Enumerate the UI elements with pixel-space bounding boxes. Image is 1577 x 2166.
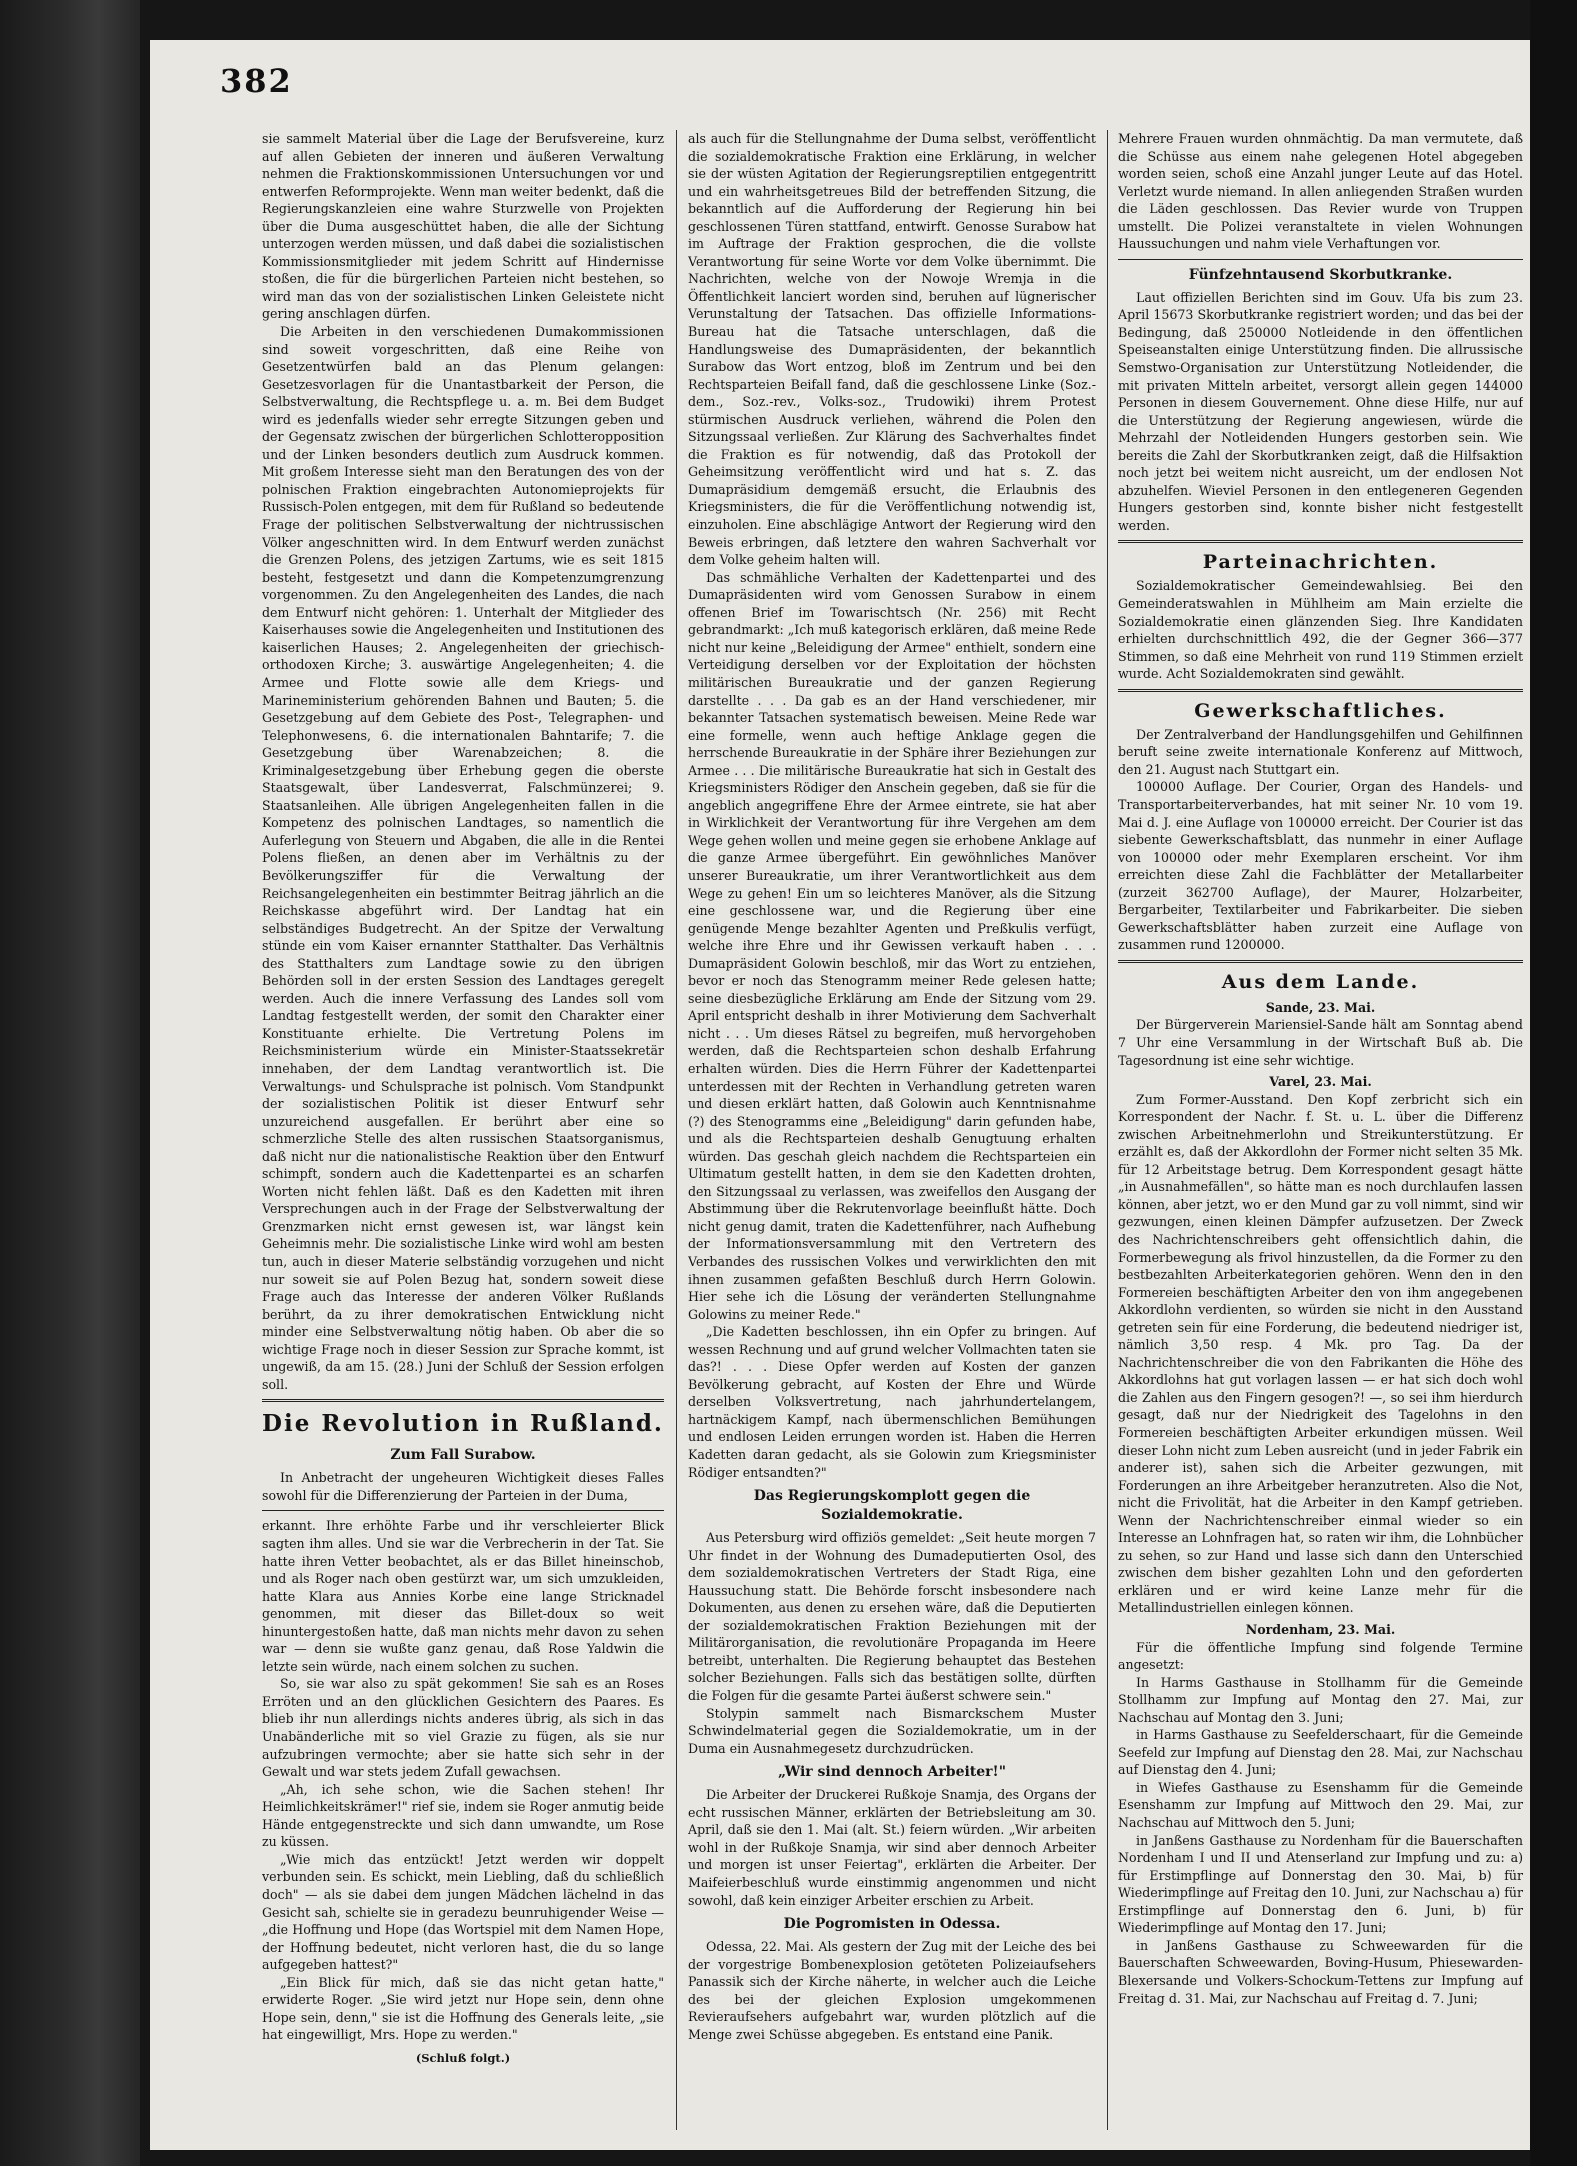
- feuilleton-divider: [262, 1510, 664, 1511]
- paragraph: Die Arbeiter der Druckerei Rußkoje Snamja, des Organs der echt russischen Männer, erklärten der Betriebsleitung am 30. April, daß sie den 1. Mai (alt. St.) feiern würden. „Wir arbeiten wohl in der Rußkoje Snamja, wir sind aber dennoch Arbeiter und morgen ist unser Feiertag", erklärten die Arbeiter. Der Maifeierbeschluß wurde einstimmig angenommen und nicht sowohl, daß kein einziger Arbeiter erschien zu Arbeit.: [688, 1787, 1096, 1908]
- column-rule: [676, 130, 677, 2130]
- paragraph: Das schmähliche Verhalten der Kadettenpartei und des Dumapräsidenten wird vom Genossen Surabow in einem offenen Brief im Towarischtsch (Nr. 256) mit Recht gebrandmarkt: „Ich muß kategorisch erklären, daß meine Rede nicht nur keine „Beleidigung der Armee" enthielt, sondern eine Verteidigung derselben vor der Exploitation der höchsten militärischen Bureaukratie und der ganzen Regierung darstellte . . . Da gab es an der Hand verschiedener, mir bekannter Tatsachen systematisch beweisen. Meine Rede war eine formelle, wenn auch heftige Anklage gegen die herrschende Bureaukratie in der Sphäre ihrer Beziehungen zur Armee . . . Die militärische Bureaukratie hat sich in Gestalt des Kriegsministers Rödiger den Anschein gegeben, daß sie für die angeblich angegriffene Ehre der Armee eintrete, sie hat aber in Wirklichkeit der Verantwortung für ihre Vergehen am dem Wege gehen wollen und meine gegen sie erhobene Anklage auf die ganze Armee übergeführt. Ein gewöhnliches Manöver unserer Bureaukratie, um ihrer Verantwortlichkeit aus dem Wege zu gehen! Ein um so leichteres Manöver, als die Sitzung eine geschlossene war, und die Regierung über eine genügende Menge bezahlter Agenten und Preßkulis verfügt, welche ihre Ehre und ihr Gewissen verkauft haben . . . Dumapräsident Golowin beschloß, mir das Wort zu entziehen, bevor er noch das Stenogramm meiner Rede gelesen hatte; seine diesbezügliche Erklärung am Ende der Sitzung vom 29. April entspricht deshalb in ihrer Motivierung dem Sachverhalt nicht . . . Um dieses Rätsel zu begreifen, muß hervorgehoben werden, daß die Rechtsparteien schon deshalb Erfahrung erhalten würden. Dies die Herrn Führer der Kadettenpartei unterdessen mit der Rechten in Verhandlung getreten waren und diesen erklärt hatten, daß Golowin auch Kenntnisnahme (?) des Stenogramms eine „Beleidigung" darin gefunden habe, und als die Rechtsparteien deshalb Genugtuung erhalten würden. Das geschah gleich nachdem die Rechtsparteien ein Ultimatum gestellt hatten, in dem sie den Kadetten drohten, den Sitzungssaal zu verlassen, was zweifellos den Ausgang der Abstimmung über die Rekrutenvorlage beeinflußt hätte. Doch nicht genug damit, traten die Kadettenführer, nach Aufhebung der Informationsversammlung mit den Vertretern des Verbandes des russischen Volkes und verwirklichten den mit ihnen zusammen gefaßten Beschluß durch Herrn Golowin. Hier sehe ich die Lösung der veränderten Stellungnahme Golowins zu meiner Rede.": [688, 569, 1096, 1322]
- section-heading: Parteinachrichten.: [1202, 551, 1439, 574]
- dateline: Varel, 23. Mai.: [1269, 1074, 1372, 1090]
- article-subhead: Zum Fall Surabow.: [390, 1447, 536, 1464]
- column-2: [688, 130, 1096, 2130]
- feuilleton-paragraph: „Wie mich das entzückt! Jetzt werden wir doppelt verbunden sein. Es schickt, mein Liebling, daß du schließlich doch" — als sie dabei dem jungen Mädchen lächelnd in das Gesicht sah, schielte sie in geradezu beunruhigender Weise — „die Hoffnung und Hope (das Wortspiel mit dem Namen Hope, der Hoffnung bedeutet, nicht verloren hast, die du so lange aufgegeben hattest?": [262, 1851, 664, 1973]
- paragraph: Aus Petersburg wird offiziös gemeldet: „Seit heute morgen 7 Uhr findet in der Wohnung des Dumadeputierten Osol, des dem sozialdemokratischen Vertreters der Stadt Riga, eine Haussuchung statt. Die Behörde forscht insbesondere nach Dokumenten, aus denen zu ersehen wäre, daß die Deputierten der sozialdemokratischen Fraktion Beziehungen mit der Militärorganisation, die revolutionäre Propaganda im Heere betreibt, unterhalten. Die Regierung behauptet das Bestehen solcher Beziehungen. Falls sich das bestätigen sollte, dürften die Folgen für die gesamte Partei äußerst schwere sein.": [688, 1530, 1096, 1704]
- feuilleton-paragraph: „Ah, ich sehe schon, wie die Sachen stehen! Ihr Heimlichkeitskrämer!" rief sie, indem sie Roger anmutig beide Hände entgegenstreckte und sich dann umwandte, um Rose zu küssen.: [262, 1781, 664, 1850]
- section-heading: Gewerkschaftliches.: [1194, 699, 1447, 722]
- feuilleton-paragraph: „Ein Blick für mich, daß sie das nicht getan hatte," erwiderte Roger. „Sie wird jetzt nur Hope sein, denn ohne Hope sein, denn," sie ist die Hoffnung des Generals leite, „sie hat eingewilligt, Mrs. Hope zu werden.": [262, 1974, 664, 2043]
- dateline: Nordenham, 23. Mai.: [1245, 1622, 1396, 1638]
- feuilleton-paragraph: So, sie war also zu spät gekommen! Sie sah es an Roses Erröten und an den glücklichen Gesichtern des Paares. Es blieb ihr nun allerdings nichts anderes übrig, als sich in das Unabänderliche mit so viel Grazie zu fügen, als sie nur aufzubringen vermochte; aber sie hatte sich sehr in der Gewalt und war stets jedem Zufall gewachsen.: [262, 1676, 664, 1780]
- paragraph: In Anbetracht der ungeheuren Wichtigkeit dieses Falles sowohl für die Differenzierung der Parteien in der Duma,: [262, 1470, 664, 1503]
- column-3: [1118, 130, 1523, 2130]
- article-headline: Die Revolution in Rußland.: [262, 1410, 664, 1438]
- paragraph: Laut offiziellen Berichten sind im Gouv. Ufa bis zum 23. April 15673 Skorbutkranke registriert worden; und das bei der Bedingung, daß 250000 Notleidende in den öffentlichen Speiseanstalten einige Unterstützung finden. Die allrussische Semstwo-Organisation zur Unterstützung Notleidender, die mit privaten Mitteln arbeitet, versorgt allein gegen 144000 Personen in diesem Gouvernement. Ohne diese Hilfe, nur auf die Unterstützung der Regierung angewiesen, würde die Mehrzahl der Notleidenden Hungers gestorben sein. Wie bereits die Zahl der Skorbutkranken zeigt, daß die Hilfsaktion noch jetzt bei weitem nicht ausreicht, um der endlosen Not abzuhelfen. Wieviel Personen in den entlegeneren Gegenden Hungers gestorben sind, konnte bisher nicht festgestellt werden.: [1118, 289, 1523, 533]
- section-divider: [1118, 259, 1523, 260]
- dateline: Sande, 23. Mai.: [1265, 999, 1376, 1015]
- paragraph: Die Arbeiten in den verschiedenen Dumakommissionen sind soweit vorgeschritten, daß eine Reihe von Gesetzentwürfen bald an das Plenum gelangen: Gesetzesvorlagen für die Unantastbarkeit der Person, die Selbstverwaltung, die Rechtspflege u. a. m. Bei dem Budget wird es jedenfalls wieder sehr erregte Sitzungen geben und der Gegensatz zwischen der bürgerlichen Schlotteropposition und der Linken besonders deutlich zum Ausdruck kommen. Mit großem Interesse sieht man den Beratungen des von der polnischen Fraktion eingebrachten Autonomieprojekts für Russisch-Polen entgegen, mit dem für Rußland so bedeutende Frage der politischen Selbstverwaltung der nichtrussischen Völker angeschnitten wird. In dem Entwurf werden zunächst die Grenzen Polens, des jetzigen Zartums, wie es seit 1815 besteht, festgesetzt und dann die Kompetenzumgrenzung vorgenommen. Zu den Angelegenheiten des Landes, die nach dem Entwurf nicht gehören: 1. Unterhalt der Mitglieder des Kaiserhauses sowie die Angelegenheiten und Institutionen des kaiserlichen Hauses; 2. Angelegenheiten der griechisch-orthodoxen Kirche; 3. auswärtige Angelegenheiten; 4. die Armee und Flotte sowie alle dem Kriegs- und Marineministerium gehörenden Bahnen und Bauten; 5. die Gesetzgebung auf dem Gebiete des Post-, Telegraphen- und Telephonwesens, 6. die internationalen Bahntarife; 7. die Gesetzgebung über Warenabzeichen; 8. die Kriminalgesetzgebung über Erhebung gegen die oberste Staatsgewalt, über Landesverrat, Falschmünzerei; 9. Staatsanleihen. Alle übrigen Angelegenheiten fallen in die Kompetenz des polnischen Landtages, so namentlich die Auferlegung von Steuern und Abgaben, die alle in die Rentei Polens fließen, an denen aber im Verhältnis zu der Bevölkerungsziffer für die Verwaltung der Reichsangelegenheiten ein bestimmter Beitrag jährlich an die Reichskasse abgeführt wird. Der Landtag hat ein selbständiges Budgetrecht. An der Spitze der Verwaltung stünde ein vom Kaiser ernannter Statthalter. Das Verhältnis des Statthalters zum Landtage sowie zu den übrigen Behörden soll in der ersten Session des Landtages geregelt werden. Auch die innere Verfassung des Landes soll vom Landtag festgestellt werden, der somit den Charakter einer Konstituante erhielte. Die Vertretung Polens im Reichsministerium würde ein Minister-Staatssekretär innehaben, der dem Landtag verantwortlich ist. Die Verwaltungs- und Schulsprache ist polnisch. Vom Standpunkt der sozialistischen Politik ist dieser Entwurf sehr unzureichend ausgefallen. Er berührt aber eine so schmerzliche Stelle des alten russischen Staatsorganismus, daß nicht nur die nationalistische Reaktion über den Entwurf schimpft, sondern auch die Kadettenpartei es an scharfen Worten nicht fehlen läßt. Daß es den Kadetten mit ihren Versprechungen auch in der Frage der Selbstverwaltung der Grenzmarken nicht ernst gewesen ist, war längst kein Geheimnis mehr. Die sozialistische Linke wird wohl am besten tun, auch in dieser Materie selbständig vorzugehen und nicht nur soweit sie auf Polen Bezug hat, sondern soweit diese Frage auch das Interesse der anderen Völker Rußlands berührt, da zu ihrer demokratischen Entwicklung nicht minder eine Selbstverwaltung nötig haben. Ob aber die so wichtige Frage noch in dieser Session zur Sprache kommt, ist ungewiß, da am 15. (28.) Juni der Schluß der Session erfolgen soll.: [262, 324, 664, 1392]
- column-rule: [1107, 130, 1108, 2130]
- paragraph: sie sammelt Material über die Lage der Berufsvereine, kurz auf allen Gebieten der inneren und äußeren Verwaltung nehmen die Fraktionskommissionen Untersuchungen vor und entwerfen Reformprojekte. Wenn man weiter bedenkt, daß die Regierungskanzleien eine wahre Sturzwelle von Projekten über die Duma ausgeschüttet haben, die alle der Sichtung unterzogen werden müssen, und daß dabei die sozialistischen Kommissionsmitglieder mit jedem Schritt auf Hindernisse stoßen, die für die bürgerlichen Parteien nicht bestehen, so wird man das von der sozialistischen Linken Geleistete nicht gering anschlagen dürfen.: [262, 131, 664, 322]
- book-binding: [0, 0, 140, 2166]
- page-number: 382: [220, 62, 293, 100]
- paragraph: Zum Former-Ausstand. Den Kopf zerbricht sich ein Korrespondent der Nachr. f. St. u. L. über die Differenz zwischen Arbeitnehmerlohn und Streikunterstützung. Er erzählt es, daß der Akkordlohn der Former nicht selten 35 Mk. für 12 Arbeitstage betrug. Dem Korrespondent gesagt hätte „in Ausnahmefällen", so hätte man es noch durchlaufen lassen können, aber jetzt, wo er den Mund gar zu voll nimmt, sind wir gezwungen, einen kleinen Dämpfer aufzusetzen. Der Zweck des Nachrichtenschreibers geht offensichtlich dahin, die Formerbewegung als frivol hinzustellen, da die Former zu den bestbezahlten Arbeiterkategorien gehören. Wenn den in den Formereien beschäftigten Arbeiter den von ihm angegebenen Akkordlohn verdienten, so würden sie nicht in den Ausstand getreten sein für eine Forderung, die bedeutend niedriger ist, nämlich 3,50 resp. 4 Mk. pro Tag. Da der Nachrichtenschreiber die von den Fabrikanten die Höhe des Akkordlohns hat gut vorlagen lassen — er hat sich doch wohl die Zahlen aus den Fingern gesogen?! —, so sei ihm hierdurch gesagt, daß nur der Niedrigkeit des Tagelohns in den Formereien beschäftigten Arbeiter erkundigen müssen. Weil dieser Lohn nicht zum Leben ausreicht (und in jeder Fabrik ein anderer ist), sahen sich die Arbeiter gezwungen, mit Forderungen an ihre Arbeitgeber heranzutreten. Also die Not, nicht die Frivolität, hat die Arbeiter in den Kampf getrieben. Wenn der Nachrichtenschreiber einmal wieder so ein Interesse an Lohnfragen hat, so raten wir ihm, die Lohnbücher zu sehen, so zur Hand und lasse sich dann den Unterschied zwischen dem bisher gezahlten Lohn und den geforderten erklären und er wird keine Lanze mehr für die Metallindustriellen einlegen können.: [1118, 1091, 1523, 1616]
- list-item: in Janßens Gasthause zu Nordenham für die Bauerschaften Nordenham I und II und Atenserland zur Impfung und zu: a) für Erstimpflinge auf Donnerstag den 30. Mai, b) für Wiederimpflinge auf Freitag den 10. Juni, zur Nachschau a) für Erstimpflinge auf Donnerstag den 6. Juni, b) für Wiederimpflinge auf Montag den 17. Juni;: [1118, 1832, 1523, 1936]
- paragraph: als auch für die Stellungnahme der Duma selbst, veröffentlicht die sozialdemokratische Fraktion eine Erklärung, in welcher sie der wüsten Agitation der Regierungsreptilien entgegentritt und ein wahrheitsgetreues Bild der betreffenden Sitzung, die bekanntlich auf die Aufforderung der Regierung hin bei geschlossenen Türen stattfand, entwirft. Genosse Surabow hat im Auftrage der Fraktion gesprochen, die die vollste Verantwortung für seine Worte vor dem Volke übernimmt. Die Nachrichten, welche von der Nowoje Wremja in die Öffentlichkeit lanciert worden sind, beruhen auf lügnerischer Verunstaltung der Tatsachen. Das offizielle Informations-Bureau hat die Tatsache unterschlagen, daß die Handlungsweise des Dumapräsidenten, der bekanntlich Surabow das Wort entzog, bloß im Zentrum und bei den Rechtsparteien Beifall fand, daß die geschlossene Linke (Soz.-dem., Soz.-rev., Volks-soz., Trudowiki) ihrem Protest stürmischen Ausdruck verliehen, während die Polen den Sitzungssaal verließen. Zur Klärung des Sachverhaltes findet die Fraktion es für notwendig, daß das Protokoll der Geheimsitzung veröffentlicht wird und hat s. Z. das Dumapräsidium demgemäß ersucht, die Erlaubnis des Kriegsministers, die für die Veröffentlichung notwendig ist, einzuholen. Eine abschlägige Antwort der Regierung wird den Beweis erbringen, daß letztere den wahren Sachverhalt vor dem Volke geheim halten will.: [688, 131, 1096, 568]
- list-item: In Harms Gasthause in Stollhamm für die Gemeinde Stollhamm zur Impfung auf Montag den 27. Mai, zur Nachschau auf Montag den 3. Juni;: [1118, 1674, 1523, 1725]
- paragraph: 100000 Auflage. Der Courier, Organ des Handels- und Transportarbeiterverbandes, hat mit seiner Nr. 10 vom 19. Mai d. J. eine Auflage von 100000 erreicht. Der Courier ist das siebente Gewerkschaftsblatt, das nunmehr in einer Auflage von 100000 oder mehr Exemplaren erscheint. Vor ihm erreichten diese Zahl die Fachblätter der Metallarbeiter (zurzeit 362700 Auflage), der Maurer, Holzarbeiter, Bergarbeiter, Textilarbeiter und Fabrikarbeiter. Die sieben Gewerkschaftsblätter haben zurzeit eine Auflage von zusammen rund 1200000.: [1118, 779, 1523, 953]
- paragraph: Mehrere Frauen wurden ohnmächtig. Da man vermutete, daß die Schüsse aus einem nahe gelegenen Hotel abgegeben worden seien, schoß eine Anzahl junger Leute auf das Hotel. Verletzt wurde niemand. In allen anliegenden Straßen wurden die Läden geschlossen. Das Revier wurde von Truppen umstellt. Die Polizei veranstaltete in vielen Wohnungen Haussuchungen und nahm viele Verhaftungen vor.: [1118, 131, 1523, 252]
- paragraph: „Die Kadetten beschlossen, ihn ein Opfer zu bringen. Auf wessen Rechnung und auf grund welcher Vollmachten taten sie das?! . . . Diese Opfer werden auf Kosten der ganzen Bevölkerung gebracht, auf Kosten der Ehre und Würde derselben Volksvertretung, nach jahrhundertelangem, hartnäckigem Kampf, nach übermenschlichen Bemühungen und endlosen Leiden errungen worden ist. Haben die Herren Kadetten daran gedacht, als sie Golowin zum Kriegsminister Rödiger entsandten?": [688, 1324, 1096, 1480]
- section-divider: [1118, 540, 1523, 543]
- section-heading: Fünfzehntausend Skorbutkranke.: [1188, 266, 1453, 283]
- section-heading: Das Regierungskomplott gegen die Sozialdemokratie.: [753, 1488, 1031, 1524]
- paragraph: Odessa, 22. Mai. Als gestern der Zug mit der Leiche des bei der vorgestrige Bombenexplosion getöteten Polizeiaufsehers Panassik sich der Kirche näherte, in welcher auch die Leiche des bei der gleichen Explosion umgekommenen Revieraufsehers aufgebahrt war, wurden plötzlich auf die Menge zwei Schüsse abgegeben. Es entstand eine Panik.: [688, 1939, 1096, 2042]
- paragraph: Der Bürgerverein Mariensiel-Sande hält am Sonntag abend 7 Uhr eine Versammlung in der Wirtschaft Buß ab. Die Tagesordnung ist eine sehr wichtige.: [1118, 1017, 1523, 1068]
- paragraph: Sozialdemokratischer Gemeindewahlsieg. Bei den Gemeinderatswahlen in Mühlheim am Main erzielte die Sozialdemokratie einen glänzenden Sieg. Ihre Kandidaten erhielten durchschnittlich 492, die der Gegner 366—377 Stimmen, so daß eine Mehrheit von rund 119 Stimmen erzielt wurde. Acht Sozialdemokraten sind gewählt.: [1118, 578, 1523, 682]
- paragraph: Der Zentralverband der Handlungsgehilfen und Gehilfinnen beruft seine zweite internationale Konferenz auf Mittwoch, den 21. August nach Stuttgart ein.: [1118, 726, 1523, 777]
- continuation-note: (Schluß folgt.): [415, 2050, 511, 2065]
- feuilleton-paragraph: erkannt. Ihre erhöhte Farbe und ihr verschleierter Blick sagten ihm alles. Und sie war die Verbrecherin in der Tat. Sie hatte ihren Vetter beobachtet, als er das Billet hineinschob, und als Roger nach oben gestürzt war, um sich umzukleiden, hatte Klara aus Annies Korbe eine lange Stricknadel genommen, mit dieser das Billet-doux so weit hinuntergestoßen hatte, daß man nichts mehr davon zu sehen war — denn sie wußte ganz genau, daß Rose Yaldwin die letzte sein würde, nach einem solchen zu suchen.: [262, 1518, 664, 1674]
- column-1: [262, 130, 664, 2130]
- paragraph: Für die öffentliche Impfung sind folgende Termine angesetzt:: [1118, 1639, 1523, 1673]
- list-item: in Janßens Gasthause zu Schweewarden für die Bauerschaften Schweewarden, Boving-Husum, Phiesewarden-Blexersande und Volkers-Schockum-Tettens zur Impfung auf Freitag d. 31. Mai, zur Nachschau auf Freitag d. 7. Juni;: [1118, 1937, 1523, 2006]
- list-item: in Wiefes Gasthause zu Esenshamm für die Gemeinde Esenshamm zur Impfung auf Mittwoch den 29. Mai, zur Nachschau auf Mittwoch den 5. Juni;: [1118, 1779, 1523, 1831]
- section-divider: [1118, 960, 1523, 963]
- section-divider: [1118, 689, 1523, 692]
- section-heading: Aus dem Lande.: [1221, 970, 1420, 993]
- section-heading: „Wir sind dennoch Arbeiter!": [777, 1764, 1006, 1781]
- list-item: in Harms Gasthause zu Seefelderschaart, für die Gemeinde Seefeld zur Impfung auf Dienstag den 28. Mai, zur Nachschau auf Dienstag den 4. Juni;: [1118, 1727, 1523, 1778]
- page-edge-shadow: [1530, 0, 1577, 2166]
- section-heading: Die Pogromisten in Odessa.: [783, 1916, 1001, 1933]
- paragraph: Stolypin sammelt nach Bismarckschem Muster Schwindelmaterial gegen die Sozialdemokratie, um in der Duma ein Ausnahmegesetz durchzudrücken.: [688, 1705, 1096, 1756]
- section-divider: [262, 1399, 664, 1402]
